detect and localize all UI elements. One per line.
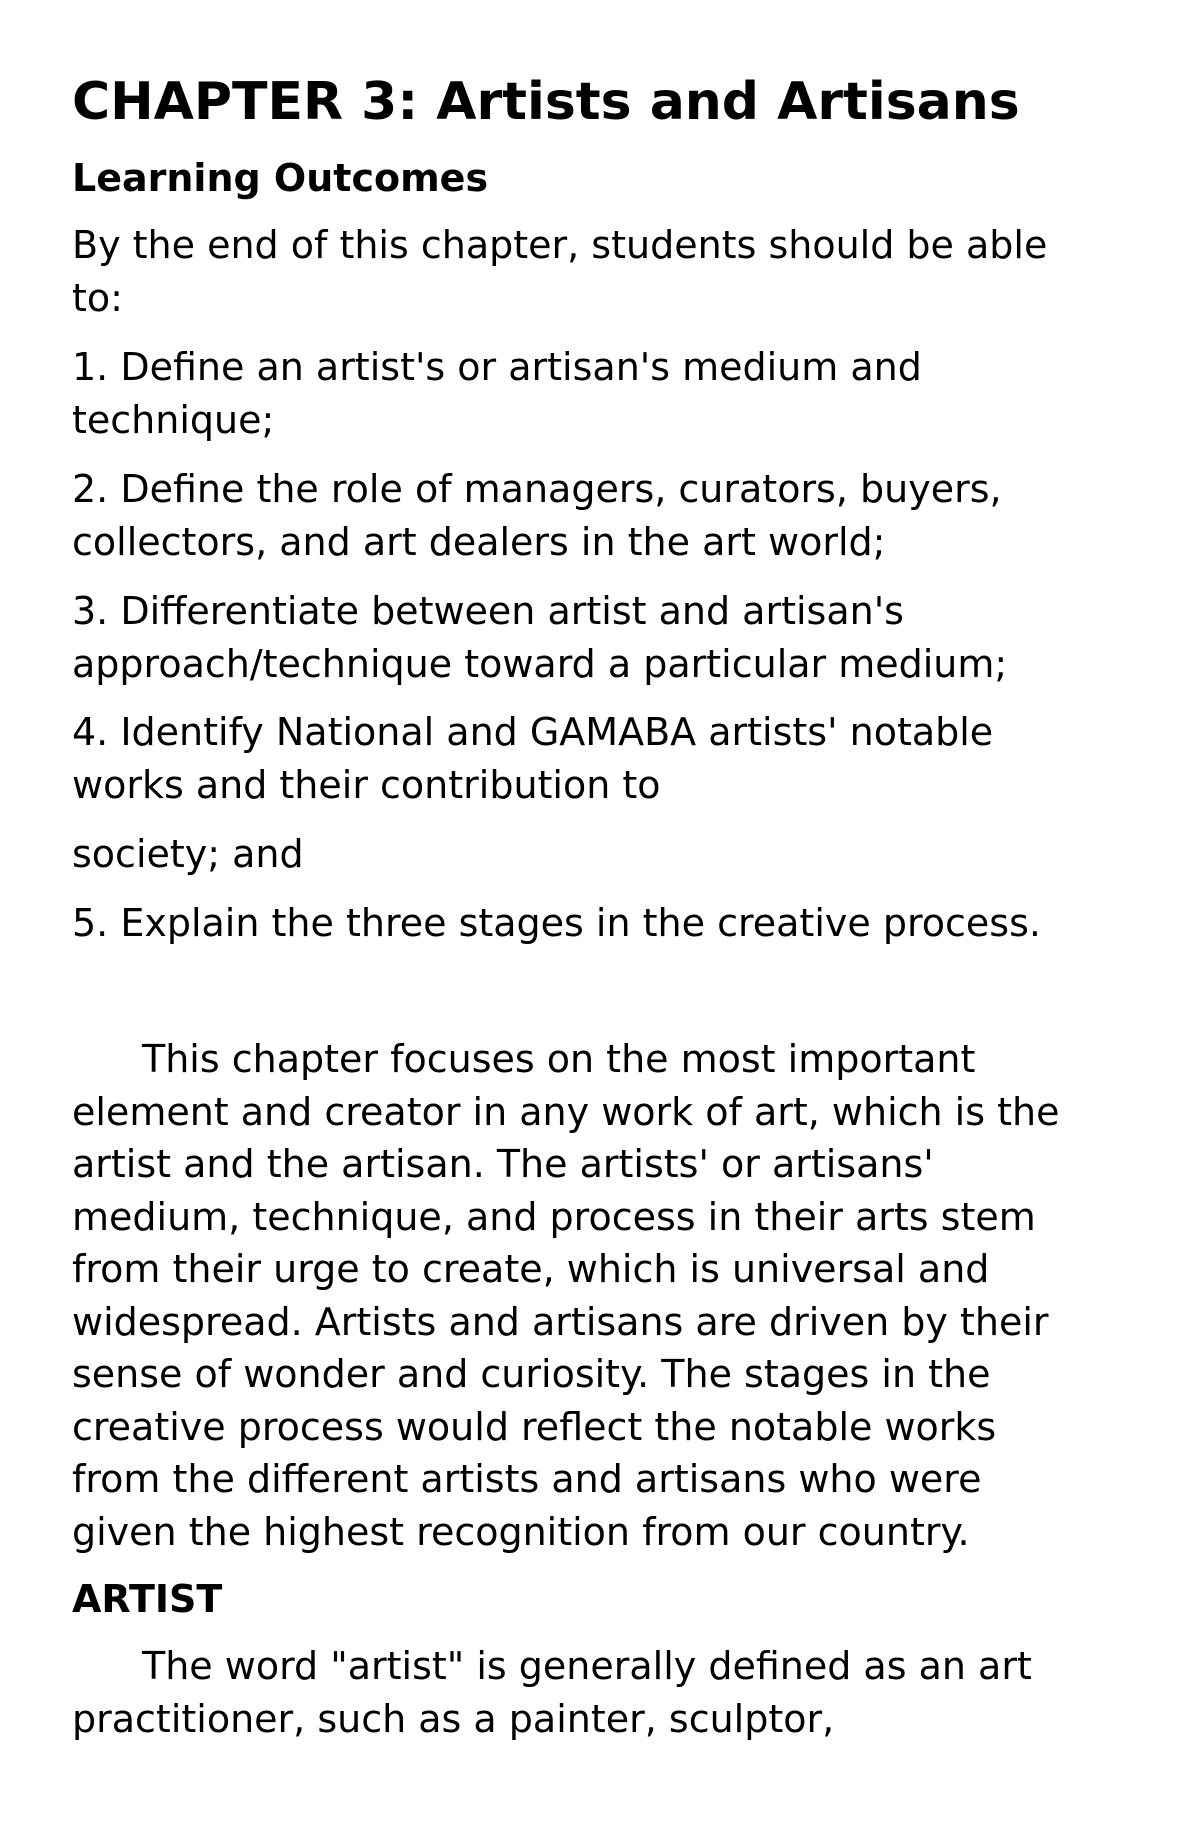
text-line: artist and the artisan. The artists' or artisans'	[72, 1142, 934, 1186]
text-line: 5. Explain the three stages in the creative process.	[72, 901, 1041, 945]
learning-outcomes-heading: Learning Outcomes	[72, 156, 489, 200]
text-line: to:	[72, 275, 123, 320]
artist-paragraph	[72, 1640, 1132, 1745]
outcome-item	[72, 585, 1132, 690]
text-line: widespread. Artists and artisans are driven by their	[72, 1299, 1049, 1344]
artist-heading: ARTIST	[72, 1577, 223, 1621]
text-line: 1. Define an artist's or artisan's medium and	[72, 345, 922, 389]
outcome-item	[72, 463, 1132, 568]
chapter-overview-paragraph	[72, 1033, 1132, 1558]
text-line: medium, technique, and process in their arts stem	[72, 1194, 1036, 1239]
outcome-item	[72, 828, 1132, 881]
text-line: 4. Identify National and GAMABA artists' notable	[72, 710, 994, 754]
text-line: from their urge to create, which is universal and	[72, 1247, 990, 1291]
text-line: society; and	[72, 832, 304, 876]
text-line: creative process would reflect the notable works	[72, 1404, 997, 1449]
learning-outcomes-intro	[72, 219, 1132, 324]
text-line: collectors, and art dealers in the art world;	[72, 519, 886, 564]
text-line: This chapter focuses on the most important	[142, 1037, 976, 1081]
text-line: 2. Define the role of managers, curators, buyers,	[72, 467, 1002, 511]
text-line: element and creator in any work of art, which is the	[72, 1089, 1060, 1134]
text-line: given the highest recognition from our country.	[72, 1509, 970, 1554]
text-line: approach/technique toward a particular medium;	[72, 641, 1008, 686]
text-line: By the end of this chapter, students should be able	[72, 223, 1048, 267]
text-line: technique;	[72, 397, 275, 442]
text-line: works and their contribution to	[72, 762, 661, 807]
outcome-item	[72, 706, 1132, 811]
text-line: 3. Differentiate between artist and artisan's	[72, 589, 904, 633]
text-line: The word "artist" is generally defined as an art	[142, 1644, 1032, 1688]
outcome-item	[72, 341, 1132, 446]
text-line: sense of wonder and curiosity. The stages in the	[72, 1352, 991, 1396]
outcome-item	[72, 897, 1132, 950]
text-line: from the different artists and artisans who were	[72, 1457, 982, 1501]
chapter-title: CHAPTER 3: Artists and Artisans	[72, 72, 1020, 132]
text-line: practitioner, such as a painter, sculptor,	[72, 1696, 835, 1741]
